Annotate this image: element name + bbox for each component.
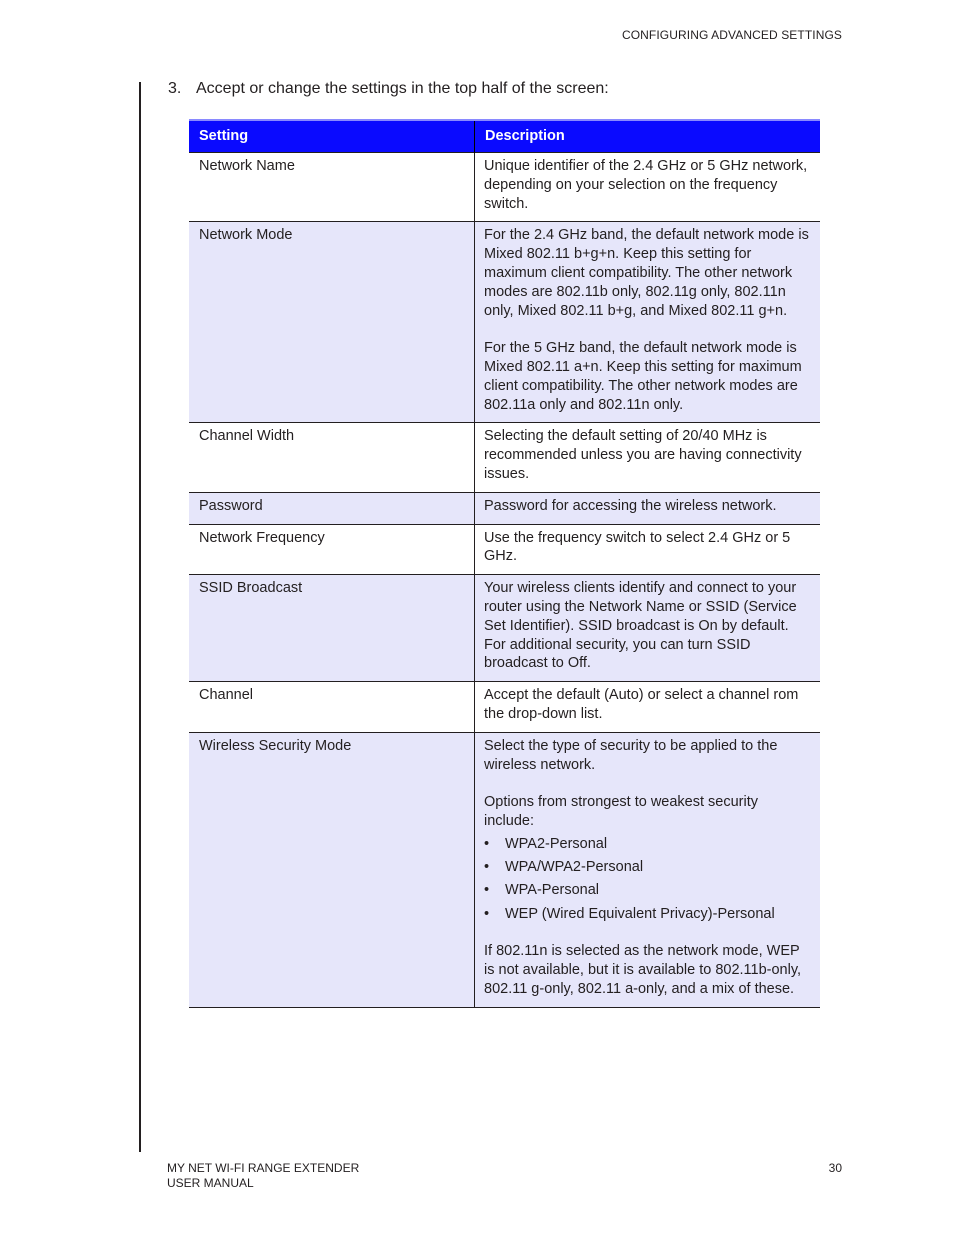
setting-name: Channel	[189, 682, 475, 733]
table-row	[189, 524, 820, 575]
table-row	[189, 575, 820, 682]
setting-description	[475, 153, 821, 222]
setting-description	[475, 423, 821, 492]
column-header-description: Description	[475, 120, 821, 153]
setting-name: Password	[189, 492, 475, 524]
setting-name: Channel Width	[189, 423, 475, 492]
table-row	[189, 732, 820, 1007]
setting-name: Network Frequency	[189, 524, 475, 575]
bullet: •	[484, 859, 490, 875]
column-header-setting: Setting	[189, 120, 475, 153]
description-paragraph: Selecting the default setting of 20/40 MHz is recommended unless you are having connectivity issues.	[484, 428, 802, 482]
setting-description	[475, 222, 821, 423]
table-header-row	[189, 120, 820, 153]
description-paragraph: Options from strongest to weakest security include:	[484, 794, 758, 829]
footer-doc-type: USER MANUAL	[167, 1176, 254, 1190]
setting-description	[475, 732, 821, 1007]
description-paragraph: Select the type of security to be applied to the wireless network.	[484, 737, 778, 773]
list-item-text: WPA2-Personal	[505, 835, 608, 852]
bullet: •	[484, 882, 490, 899]
setting-name: Wireless Security Mode	[189, 732, 475, 1007]
list-item	[484, 905, 811, 924]
setting-name: Network Name	[189, 153, 475, 222]
bullet: •	[484, 835, 490, 852]
table-row	[189, 153, 820, 222]
description-paragraph: Your wireless clients identify and connect to your router using the Network Name or SSID (Service Set Identifier). SSID broadcast is On by default. For additional security, you can turn SSID broadcast to Off.	[484, 580, 797, 672]
description-paragraph: Use the frequency switch to select 2.4 GHz or 5 GHz.	[484, 529, 791, 565]
list-item-text: WEP (Wired Equivalent Privacy)-Personal	[505, 905, 775, 922]
running-header: CONFIGURING ADVANCED SETTINGS	[621, 28, 842, 42]
list-item	[484, 858, 811, 877]
step-number: 3.	[168, 80, 182, 97]
list-item-text: WPA-Personal	[505, 882, 600, 899]
description-paragraph: For the 5 GHz band, the default network mode is Mixed 802.11 a+n. Keep this setting for maximum client compatibility. The other network modes are 802.11a only and 802.11n only.	[484, 340, 802, 413]
settings-table	[189, 119, 820, 1008]
setting-description	[475, 524, 821, 575]
description-paragraph: If 802.11n is selected as the network mode, WEP is not available, but it is available to 802.11b-only, 802.11 g-only, 802.11 a-only, and a mix of these.	[484, 943, 802, 997]
table-row	[189, 222, 820, 423]
security-options-list	[484, 835, 811, 924]
table-row	[189, 492, 820, 524]
setting-description	[475, 492, 821, 524]
step-text: Accept or change the settings in the top half of the screen:	[196, 80, 609, 97]
footer-title	[167, 1161, 359, 1191]
description-paragraph: Password for accessing the wireless network.	[484, 497, 777, 514]
footer-product-name: MY NET WI-FI RANGE EXTENDER	[167, 1161, 360, 1175]
table-row	[189, 423, 820, 492]
list-item-text: WPA/WPA2-Personal	[505, 859, 644, 875]
change-bar	[139, 82, 141, 1152]
description-paragraph: For the 2.4 GHz band, the default network mode is Mixed 802.11 b+g+n. Keep this setting for maximum client compatibility. The other network modes are 802.11b only, 802.11g only, 802.11n only, Mixed 802.11 b+g, and Mixed 802.11 g+n.	[484, 227, 809, 319]
page-number: 30	[828, 1161, 842, 1175]
setting-description	[475, 575, 821, 682]
step-instruction	[168, 80, 609, 98]
list-item	[484, 881, 811, 900]
setting-description	[475, 682, 821, 733]
description-paragraph: Unique identifier of the 2.4 GHz or 5 GHz network, depending on your selection on the frequency switch.	[484, 158, 808, 212]
list-item	[484, 835, 811, 854]
description-paragraph: Accept the default (Auto) or select a channel rom the drop-down list.	[484, 687, 799, 722]
bullet: •	[484, 905, 490, 922]
setting-name: Network Mode	[189, 222, 475, 423]
setting-name: SSID Broadcast	[189, 575, 475, 682]
table-row	[189, 682, 820, 733]
